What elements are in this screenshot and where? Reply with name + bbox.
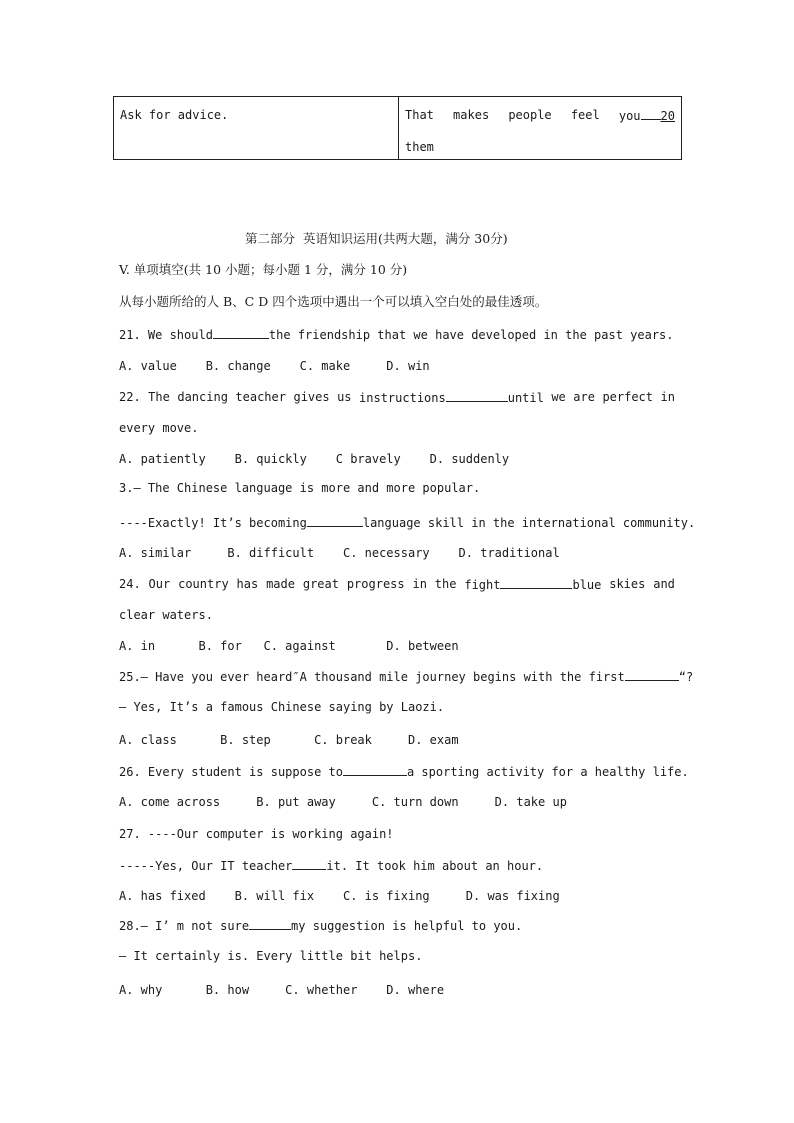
options-26: A. come across B. put away C. turn down D. take up (119, 795, 567, 809)
word: That (405, 108, 434, 122)
table-right-line2: them (405, 140, 434, 154)
question-25: 25.— Have you ever heard″A thousand mile journey begins with the first “? (119, 670, 694, 684)
question-23-reply: ----Exactly! It’s becoming language skill in the international community. (119, 516, 696, 530)
question-27: 27. ----Our computer is working again! (119, 827, 394, 841)
options-24: A. in B. for C. against D. between (119, 639, 459, 653)
question-21: 21. We should the friendship that we have developed in the past years. (119, 328, 674, 342)
answer-blank (292, 857, 326, 870)
word: people (508, 108, 552, 122)
answer-blank (307, 514, 363, 527)
answer-blank (213, 326, 269, 339)
question-28-reply: — It certainly is. Every little bit helps. (119, 949, 423, 963)
part-title: 第二部分 英语知识运用(共两大题，满分 30分) (245, 231, 508, 246)
table-cell-right (399, 97, 682, 160)
options-22: A. patiently B. quickly C bravely D. suddenly (119, 452, 510, 466)
options-25: A. class B. step C. break D. exam (119, 733, 459, 747)
table-right-line1 (399, 97, 681, 124)
question-22: 22. The dancing teacher gives us instructions until we are perfect in (119, 390, 675, 405)
section-heading: V. 单项填空(共 10 小题；每小题 1 分，满分 10 分) (119, 262, 408, 277)
question-24: 24. Our country has made great progress in the fight blue skies and (119, 577, 675, 592)
options-21: A. value B. change C. make D. win (119, 359, 430, 373)
options-28: A. why B. how C. whether D. where (119, 983, 445, 997)
answer-blank (500, 576, 572, 589)
answer-blank (343, 763, 407, 776)
question-24-cont: clear waters. (119, 608, 213, 622)
question-28: 28.— I’ m not sure my suggestion is helpful to you. (119, 919, 523, 933)
instruction: 从每小题所给的人 B、C D 四个选项中遇出一个可以填入空白处的最佳透项。 (119, 294, 548, 309)
word: makes (453, 108, 490, 122)
answer-table (113, 96, 682, 160)
options-23: A. similar B. difficult C. necessary D. traditional (119, 546, 560, 560)
answer-blank (446, 389, 508, 402)
question-23: 3.— The Chinese language is more and more popular. (119, 481, 481, 495)
question-25-reply: — Yes, It’s a famous Chinese saying by Laozi. (119, 700, 445, 714)
question-26: 26. Every student is suppose to a sporting activity for a healthy life. (119, 765, 689, 779)
table-left-text: Ask for advice. (120, 108, 229, 122)
answer-blank (625, 668, 679, 681)
question-22-cont: every move. (119, 421, 199, 435)
word: feel (570, 108, 600, 122)
options-27: A. has fixed B. will fix C. is fixing D. was fixing (119, 889, 560, 903)
table-cell-left (114, 97, 399, 160)
question-27-reply: -----Yes, Our IT teacher it. It took him about an hour. (119, 859, 544, 873)
word-with-blank: you 20 (618, 109, 675, 123)
answer-blank (249, 917, 291, 930)
